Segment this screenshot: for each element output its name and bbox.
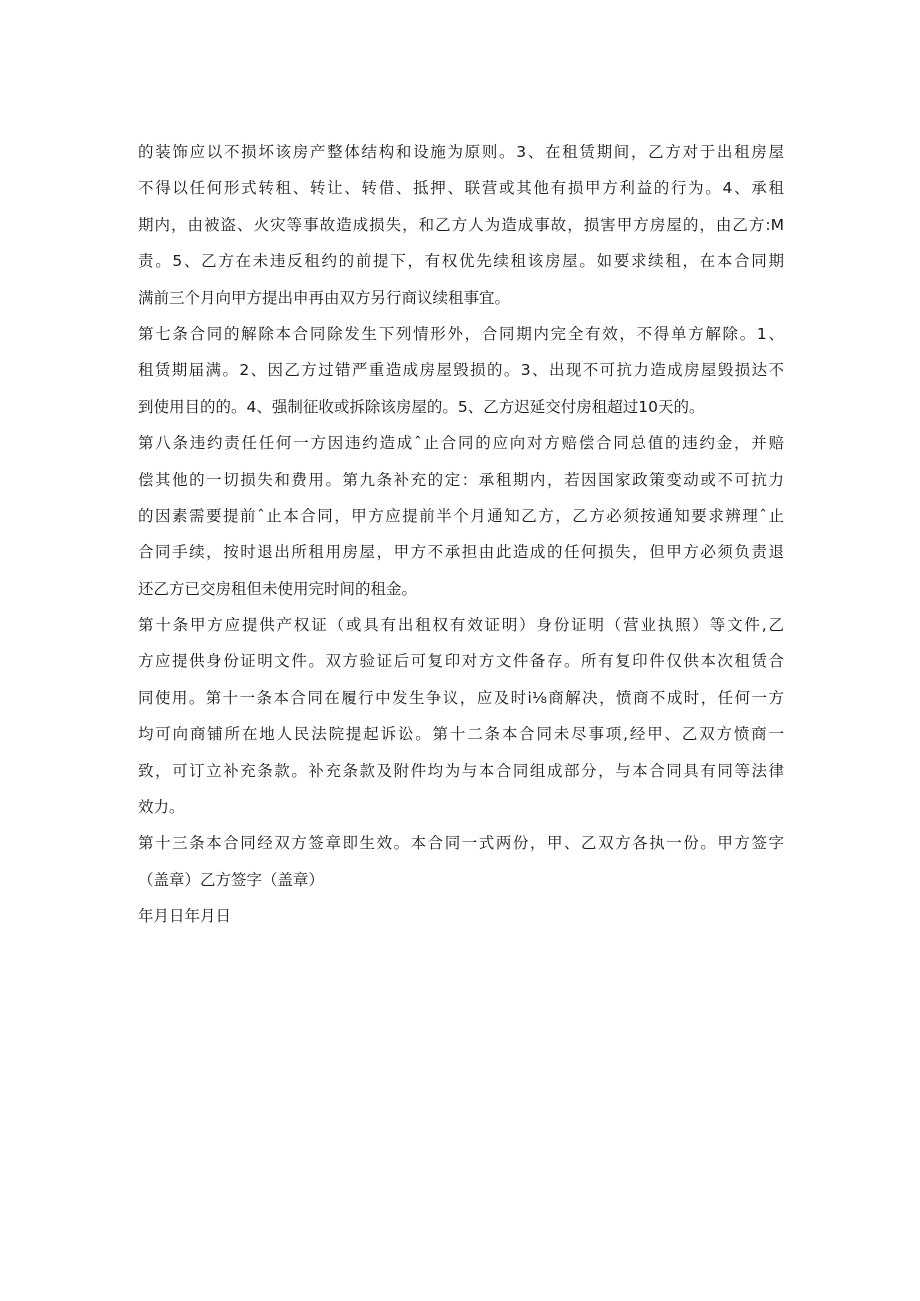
- text-line: 第七条合同的解除本合同除发生下列情形外，合同期内完全有效，不得单方解除。1、: [138, 324, 784, 343]
- paragraph-end-line: 满前三个月向甲方提出申再由双方另行商议续租事宜。: [138, 288, 511, 307]
- paragraph-end-line: 还乙方已交房租但未使用完时间的租金。: [138, 579, 418, 598]
- text-line: 期内，由被盗、火灾等事故造成损失，和乙方人为造成事故，损害甲方房屋的，由乙方:M: [138, 215, 784, 234]
- text-line: 第十条甲方应提供产权证（或具有出租权有效证明）身份证明（营业执照）等文件,乙: [138, 616, 784, 635]
- text-line: 第十三条本合同经双方签章即生效。本合同一式两份，甲、乙双方各执一份。甲方签字: [138, 834, 784, 853]
- contract-body: [138, 134, 784, 935]
- text-line: 合同手续，按时退出所租用房屋，甲方不承担由此造成的任何损失，但甲方必须负责退: [138, 543, 784, 562]
- text-line: 同使用。第十一条本合同在履行中发生争议，应及时i⅛商解决，愤商不成时，任何一方: [138, 688, 784, 707]
- text-line: 责。5、乙方在未违反租约的前提下，有权优先续租该房屋。如要求续租，在本合同期: [138, 252, 784, 271]
- text-line: 的因素需要提前ˆ止本合同，甲方应提前半个月通知乙方，乙方必须按通知要求辨理ˆ止: [138, 506, 784, 525]
- date-line: 年月日年月日: [138, 907, 232, 926]
- signature-label-line: （盖章）乙方签字（盖章）: [138, 870, 325, 889]
- paragraph-end-line: 到使用目的的。4、强制征收或拆除该房屋的。5、乙方迟延交付房租超过10天的。: [138, 397, 705, 416]
- text-line: 不得以任何形式转租、转让、转借、抵押、联营或其他有损甲方利益的行为。4、承租: [138, 179, 784, 198]
- text-line: 均可向商铺所在地人民法院提起诉讼。第十二条本合同未尽事项,经甲、乙双方愤商一: [138, 725, 784, 744]
- text-line: 方应提供身份证明文件。双方验证后可复印对方文件备存。所有复印件仅供本次租赁合: [138, 652, 784, 671]
- text-line: 致，可订立补充条款。补充条款及附件均为与本合同组成部分，与本合同具有同等法律: [138, 761, 784, 780]
- text-line: 偿其他的一切损失和费用。第九条补充的定：承租期内，若因国家政策变动或不可抗力: [138, 470, 784, 489]
- paragraph-end-line: 效力。: [138, 798, 185, 817]
- text-line: 第八条违约责任任何一方因违约造成ˆ止合同的应向对方赔偿合同总值的违约金，并赔: [138, 434, 784, 453]
- text-line: 租赁期届满。2、因乙方过错严重造成房屋毁损的。3、出现不可抗力造成房屋毁损达不: [138, 361, 784, 380]
- text-line: 的装饰应以不损坏该房产整体结构和设施为原则。3、在租赁期间，乙方对于出租房屋: [138, 143, 784, 161]
